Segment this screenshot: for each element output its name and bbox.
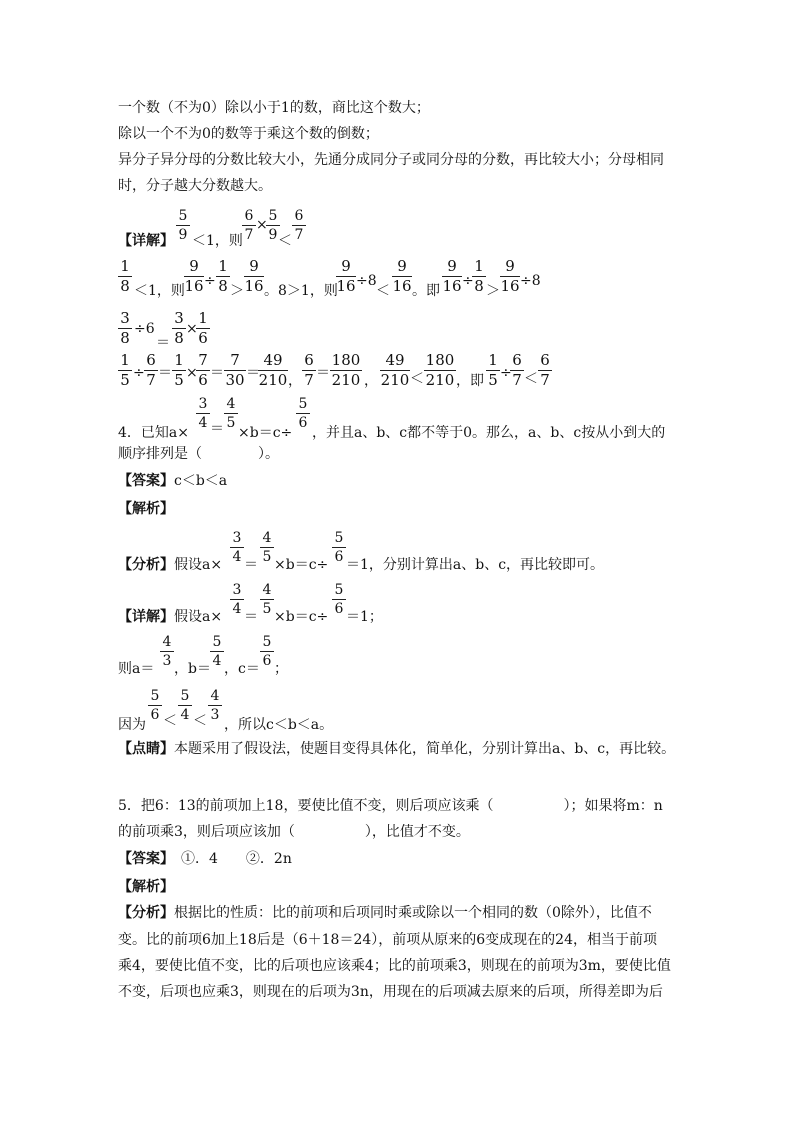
math-text: ÷8 [520, 273, 541, 289]
math-text: ，b＝ [174, 661, 211, 677]
q4-stem-line-2: 顺序排列是（ ）。 [118, 446, 279, 462]
math-text: ＝ [246, 365, 260, 381]
math-text: ，所以c＜b＜a。 [224, 717, 334, 733]
analysis-label: 【解析】 [118, 879, 174, 895]
answer-line [118, 472, 227, 490]
fraction-3-4: 3 4 [196, 396, 210, 431]
fraction-7-30: 7 30 [225, 351, 245, 389]
math-text: ＜ [376, 283, 390, 299]
intro-line-1: 一个数（不为0）除以小于1的数，商比这个数大； [118, 100, 430, 116]
fraction-5-6: 5 6 [148, 688, 162, 723]
dianjing-label: 【点睛】 [118, 741, 174, 757]
xiangjie-label: 【详解】 [118, 609, 174, 625]
math-text: ＝ [244, 609, 258, 625]
fenxi-label: 【分析】 [118, 905, 174, 921]
q5-fenxi-line-2: 变。比的前项6加上18后是（6＋18＝24），前项从原来的6变成现在的24，相当于前项 [118, 932, 657, 948]
math-text: 假设a× [174, 609, 223, 625]
fraction-9-16: 9 16 [392, 257, 412, 295]
q5-fenxi-line-1 [118, 904, 652, 922]
fraction-1-5: 1 5 [172, 352, 186, 389]
math-text: ＝ [316, 365, 330, 381]
q5-stem-line-1: 5．把6：13的前项加上18，要使比值不变，则后项应该乘（ ）；如果将m：n [118, 798, 663, 814]
fraction-5-6: 5 6 [332, 582, 346, 617]
fraction-6-7: 6 7 [510, 352, 524, 389]
q5-fenxi-line-4: 不变，后项也应乘3，则现在的后项为3n，用现在的后项减去原来的后项，所得差即为后 [118, 984, 663, 1000]
fraction-9-16: 9 16 [244, 257, 264, 295]
math-text: ＞ [486, 283, 500, 299]
fraction-9-16: 9 16 [500, 257, 520, 295]
math-text: ÷ [204, 273, 216, 289]
math-text: ÷8 [356, 273, 377, 289]
fraction-6-7: 6 7 [538, 352, 552, 389]
fraction-180-210: 180 210 [331, 351, 361, 389]
math-text: ×b＝c÷ [238, 425, 293, 441]
math-text: 假设a× [174, 557, 223, 573]
math-text: ，c＝ [224, 661, 260, 677]
math-text: ， [364, 373, 378, 389]
fraction-1-8: 1 8 [118, 258, 132, 295]
math-text: ＝ [158, 365, 172, 381]
fraction-4-5: 4 5 [224, 396, 238, 431]
q4-stem-text: 4．已知a× [118, 425, 189, 441]
math-text: ＝ [210, 365, 224, 381]
fraction-3-8: 3 8 [118, 310, 132, 347]
math-text: ×b＝c÷ [274, 609, 329, 625]
fraction-180-210: 180 210 [425, 351, 455, 389]
math-text: ，即 [456, 373, 484, 389]
math-text: ＝ [156, 335, 170, 351]
fraction-5-6: 5 6 [260, 634, 274, 669]
fraction-1-8: 1 8 [472, 258, 486, 295]
intro-line-3: 异分子异分母的分数比较大小，先通分成同分子或同分母的分数，再比较大小；分母相同 [118, 152, 664, 168]
math-text: 。8＞1，则 [264, 283, 338, 299]
answer-line [118, 850, 292, 868]
fraction-6-7: 6 7 [302, 352, 316, 389]
fraction-5-6: 5 6 [296, 396, 310, 431]
detail-label: 【详解】 [118, 233, 174, 249]
fraction-1-5: 1 5 [486, 352, 500, 389]
math-text: ÷6 [134, 321, 155, 337]
math-text: ＜ [410, 371, 424, 387]
math-text: ＜ [163, 713, 177, 729]
answer-text: ①．4 ②．2n [167, 851, 292, 867]
math-text: ÷ [500, 365, 512, 381]
math-text: 。即 [412, 283, 440, 299]
intro-line-4: 时，分子越大分数越大。 [118, 178, 272, 194]
fraction-5-9: 5 9 [266, 208, 280, 243]
math-text: ＜ [524, 371, 538, 387]
fraction-4-3: 4 3 [160, 634, 174, 669]
dianjing-line [118, 740, 675, 758]
dianjing-text: 本题采用了假设法，使题目变得具体化，简单化，分别计算出a、b、c，再比较。 [174, 741, 676, 757]
math-text: ， [288, 373, 302, 389]
fraction-1-8: 1 8 [216, 258, 230, 295]
math-text: ＝1； [346, 609, 383, 625]
math-text: ×b＝c÷ [274, 557, 329, 573]
fraction-5-4: 5 4 [178, 688, 192, 723]
fraction-6-7: 6 7 [292, 208, 306, 243]
fraction-3-4: 3 4 [230, 582, 244, 617]
intro-line-2: 除以一个不为0的数等于乘这个数的倒数； [118, 126, 379, 142]
math-text: ； [274, 661, 288, 677]
answer-label: 【答案】 [118, 473, 174, 489]
fraction-3-8: 3 8 [172, 310, 186, 347]
math-text: × [186, 365, 198, 381]
math-text: ＜1，则 [134, 283, 185, 299]
answer-text: c＜b＜a [174, 473, 228, 489]
fraction-4-3: 4 3 [208, 688, 222, 723]
fraction-9-16: 9 16 [442, 257, 462, 295]
fraction-5-4: 5 4 [210, 634, 224, 669]
math-text: × [186, 321, 198, 337]
fraction-49-210: 49 210 [380, 351, 410, 389]
math-text: ＜ [193, 713, 207, 729]
fraction-5-6: 5 6 [332, 530, 346, 565]
q4-stem-text: ，并且a、b、c都不等于0。那么，a、b、c按从小到大的 [312, 425, 666, 441]
fraction-1-5: 1 5 [118, 352, 132, 389]
q5-fenxi-line-3: 乘4，要使比值不变，比的后项也应该乘4；比的前项乘3，则现在的前项为3m，要使比值 [118, 958, 671, 974]
paragraph-text: 根据比的性质：比的前项和后项同时乘或除以一个相同的数（0除外），比值不 [174, 905, 652, 921]
q5-stem-line-2: 的前项乘3，则后项应该加（ ），比值才不变。 [118, 824, 470, 840]
fraction-6-7: 6 7 [242, 208, 256, 243]
fraction-1-6: 1 6 [196, 310, 210, 347]
fenxi-label: 【分析】 [118, 557, 174, 573]
answer-label: 【答案】 [118, 851, 167, 867]
math-text: ＜ [278, 233, 292, 249]
math-text: ÷ [133, 365, 145, 381]
fraction-9-16: 9 16 [336, 257, 356, 295]
math-text: ＝1，分别计算出a、b、c，再比较即可。 [346, 557, 605, 573]
fraction-7-6: 7 6 [196, 352, 210, 389]
fraction-5-9: 5 9 [176, 208, 190, 243]
fraction-49-210: 49 210 [258, 351, 288, 389]
math-text: × [256, 217, 268, 233]
math-text: 因为 [118, 717, 146, 733]
fraction-9-16: 9 16 [184, 257, 204, 295]
analysis-label: 【解析】 [118, 501, 174, 517]
fraction-4-5: 4 5 [260, 582, 274, 617]
math-text: ÷ [462, 273, 474, 289]
math-text: ＝ [210, 421, 224, 437]
math-text: ＞ [230, 283, 244, 299]
math-text: 则a＝ [118, 661, 155, 677]
fraction-4-5: 4 5 [260, 530, 274, 565]
fraction-6-7: 6 7 [144, 352, 158, 389]
math-text: ＝ [244, 557, 258, 573]
math-text: ＜1，则 [192, 233, 243, 249]
fraction-3-4: 3 4 [230, 530, 244, 565]
